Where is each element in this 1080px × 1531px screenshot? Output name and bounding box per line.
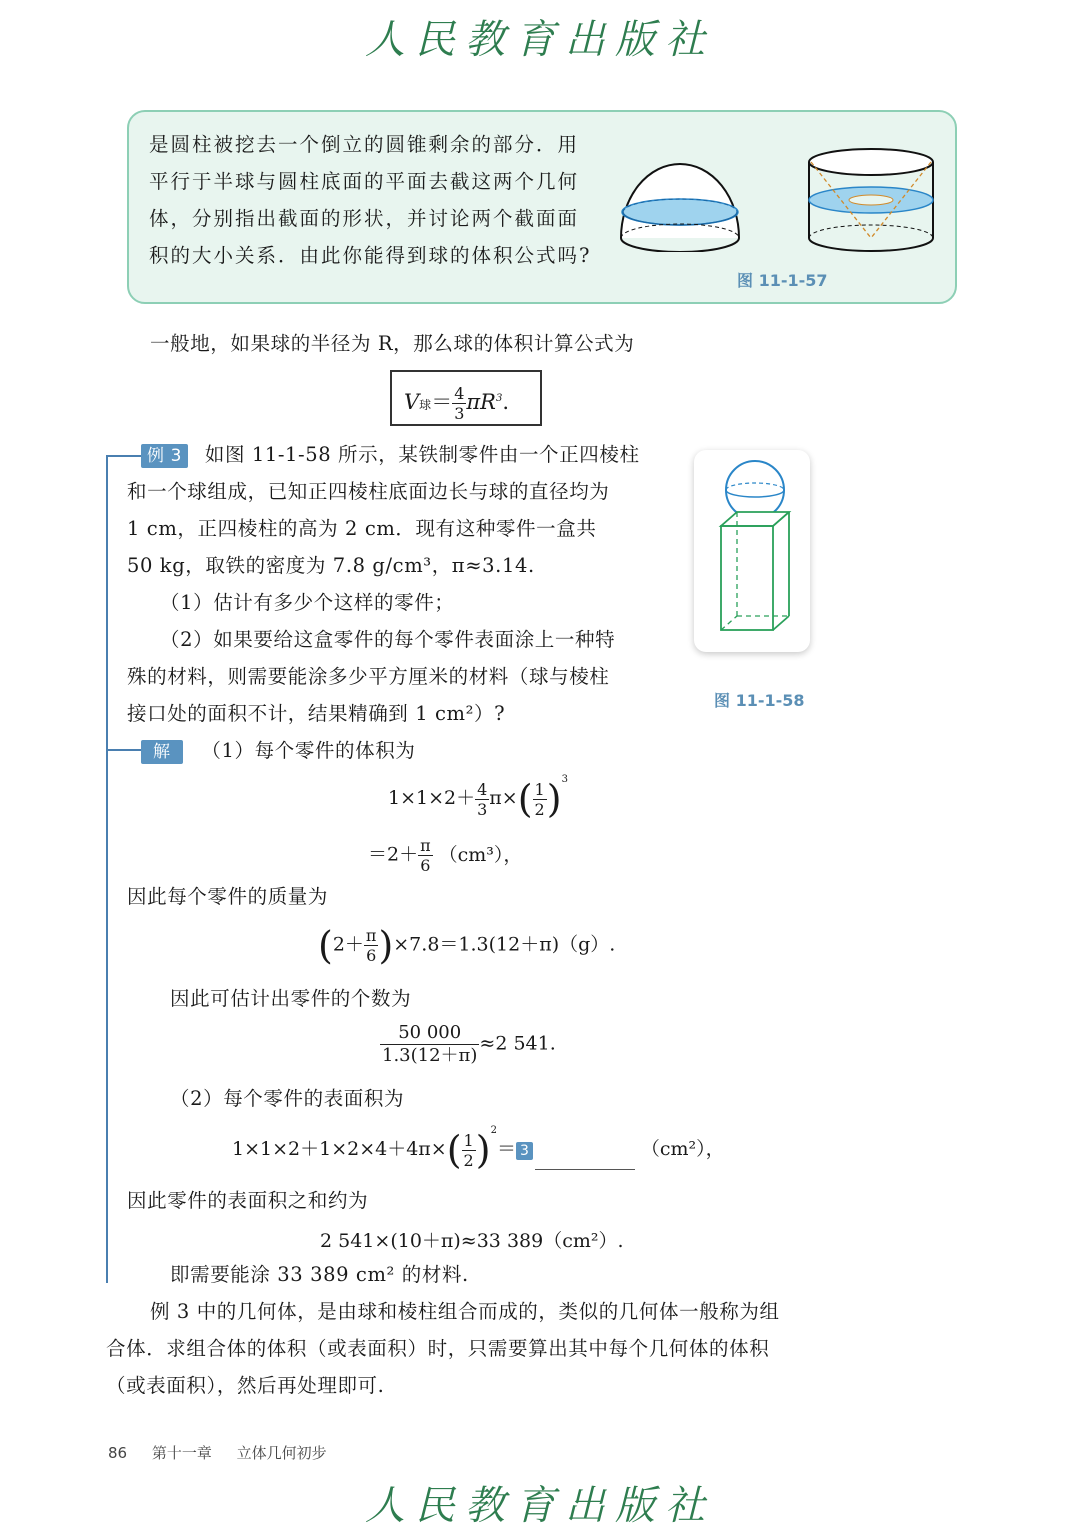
eq3-den: 1.3(12＋π)	[382, 1045, 478, 1066]
example-bracket-tick	[106, 455, 141, 457]
chapter-label: 第十一章	[151, 1444, 212, 1462]
eq4-right: （cm²），	[640, 1138, 725, 1160]
closing-line-3: （或表面积），然后再处理即可.	[106, 1374, 385, 1397]
mass-intro: 因此每个零件的质量为	[127, 885, 329, 908]
equation-volume-1	[388, 774, 568, 819]
eq4-eq: ＝	[496, 1138, 516, 1160]
eq2-den: 6	[366, 946, 377, 965]
eq1a-den: 3	[477, 799, 488, 819]
figure-caption-58: 图 11-1-58	[714, 691, 805, 710]
formula-den: 3	[454, 404, 465, 423]
formula-lhs: V	[404, 390, 420, 414]
eq2-fraction	[364, 926, 379, 965]
eq3-num: 50 000	[380, 1022, 479, 1045]
eq2-num: π	[365, 926, 377, 945]
inquiry-line: 平行于半球与圆柱底面的平面去截这两个几何	[149, 170, 580, 193]
count-intro: 因此可估计出零件的个数为	[170, 987, 412, 1010]
answer-blank[interactable]	[535, 1168, 635, 1170]
formula-fraction	[452, 384, 466, 423]
cylinder-figure	[805, 146, 937, 256]
figure-11-1-58	[694, 450, 810, 652]
publisher-watermark-top: 人民教育出版社	[365, 17, 715, 63]
example-text: 如图 11-1-58 所示，某铁制零件由一个正四棱柱	[204, 443, 640, 466]
inquiry-line: 体，分别指出截面的形状，并讨论两个截面面	[149, 207, 580, 230]
question-2-line-1: （2）如果要给这盒零件的每个零件表面涂上一种特	[160, 628, 616, 651]
eq1a-left: 1×1×2＋	[388, 787, 476, 809]
inquiry-text	[149, 126, 609, 274]
eq2-left: 2＋	[332, 933, 364, 956]
formula-eq: ＝	[431, 390, 453, 414]
hemisphere-figure	[617, 152, 743, 252]
equation-mass	[318, 923, 616, 968]
paren-open: (	[517, 777, 533, 821]
eq4-left: 1×1×2＋1×2×4＋4π×	[232, 1138, 447, 1160]
equation-count	[380, 1022, 556, 1067]
example-line-2: 和一个球组成，已知正四棱柱底面边长与球的直径均为	[127, 480, 610, 503]
eq1a-half-num: 1	[534, 779, 545, 799]
total-intro: 因此零件的表面积之和约为	[127, 1189, 369, 1212]
eq3-right: ≈2 541.	[479, 1032, 556, 1055]
example-line-3: 1 cm，正四棱柱的高为 2 cm．现有这种零件一盒共	[127, 517, 597, 540]
paren-close: )	[378, 923, 394, 968]
eq1a-half-den: 2	[534, 799, 545, 819]
solution-s1-intro: （1）每个零件的体积为	[201, 739, 416, 762]
eq4-half	[462, 1131, 476, 1170]
formula-sub: 球	[419, 398, 432, 412]
formula-end: .	[502, 390, 510, 414]
paren-open: (	[446, 1128, 462, 1172]
closing-line-2: 合体．求组合体的体积（或表面积）时，只需要算出其中每个几何体的体积	[106, 1337, 770, 1360]
blank-tag: 3	[516, 1142, 533, 1160]
page-footer	[108, 1442, 347, 1463]
sphere-volume-formula	[390, 370, 542, 426]
eq4-half-num: 1	[463, 1130, 474, 1150]
eq4-exp: 2	[490, 1125, 497, 1136]
formula-exp: 3	[496, 393, 503, 404]
surface-intro: （2）每个零件的表面积为	[170, 1087, 405, 1110]
equation-surface	[232, 1125, 725, 1170]
solution-bracket-tick	[106, 749, 141, 751]
paren-open: (	[318, 923, 333, 968]
chapter-title: 立体几何初步	[236, 1444, 327, 1462]
figure-caption-57: 图 11-1-57	[737, 271, 828, 290]
inquiry-box	[127, 110, 957, 304]
eq4-half-den: 2	[463, 1150, 474, 1170]
example-line-1	[141, 436, 640, 473]
volume-intro: 一般地，如果球的半径为 R，那么球的体积计算公式为	[150, 332, 635, 355]
closing-line-1: 例 3 中的几何体，是由球和棱柱组合而成的，类似的几何体一般称为组	[150, 1300, 780, 1323]
equation-volume-2	[368, 836, 522, 875]
question-1: （1）估计有多少个这样的零件；	[160, 591, 455, 614]
equation-total: 2 541×(10＋π)≈33 389（cm²）.	[320, 1230, 624, 1252]
eq1a-num: 4	[477, 779, 488, 799]
paren-close: )	[546, 777, 562, 821]
eq1a-fraction	[475, 780, 489, 819]
solution-tag: 解	[141, 740, 183, 764]
eq1b-den: 6	[420, 856, 431, 875]
example-bracket	[106, 455, 108, 1283]
formula-num: 4	[454, 384, 465, 403]
publisher-watermark-bottom: 人民教育出版社	[365, 1483, 715, 1529]
eq1b-left: ＝2＋	[368, 843, 419, 866]
example-line-4: 50 kg，取铁的密度为 7.8 g/cm³，π≈3.14.	[127, 554, 535, 577]
formula-rhs: πR	[466, 390, 496, 414]
eq1b-right: （cm³），	[438, 843, 523, 866]
eq1a-half	[533, 780, 547, 819]
conclusion: 即需要能涂 33 389 cm² 的材料.	[170, 1263, 469, 1286]
eq2-right: ×7.8＝1.3(12＋π)（g）.	[393, 933, 616, 956]
inquiry-line: 积的大小关系．由此你能得到球的体积公式吗?	[149, 244, 592, 267]
page-number: 86	[108, 1444, 128, 1462]
eq1a-mid: π×	[489, 787, 518, 809]
eq1b-fraction	[418, 836, 433, 875]
eq1b-num: π	[420, 836, 431, 855]
question-2-line-3: 接口处的面积不计，结果精确到 1 cm²）?	[127, 702, 506, 725]
solution-line-1	[141, 732, 415, 769]
eq3-fraction	[380, 1022, 479, 1067]
eq1a-exp: 3	[561, 774, 568, 785]
example-tag: 例 3	[141, 444, 188, 468]
inquiry-line: 是圆柱被挖去一个倒立的圆锥剩余的部分．用	[149, 133, 580, 156]
paren-close: )	[475, 1128, 491, 1172]
sphere-prism-figure	[694, 450, 810, 652]
question-2-line-2: 殊的材料，则需要能涂多少平方厘米的材料（球与棱柱	[127, 665, 610, 688]
